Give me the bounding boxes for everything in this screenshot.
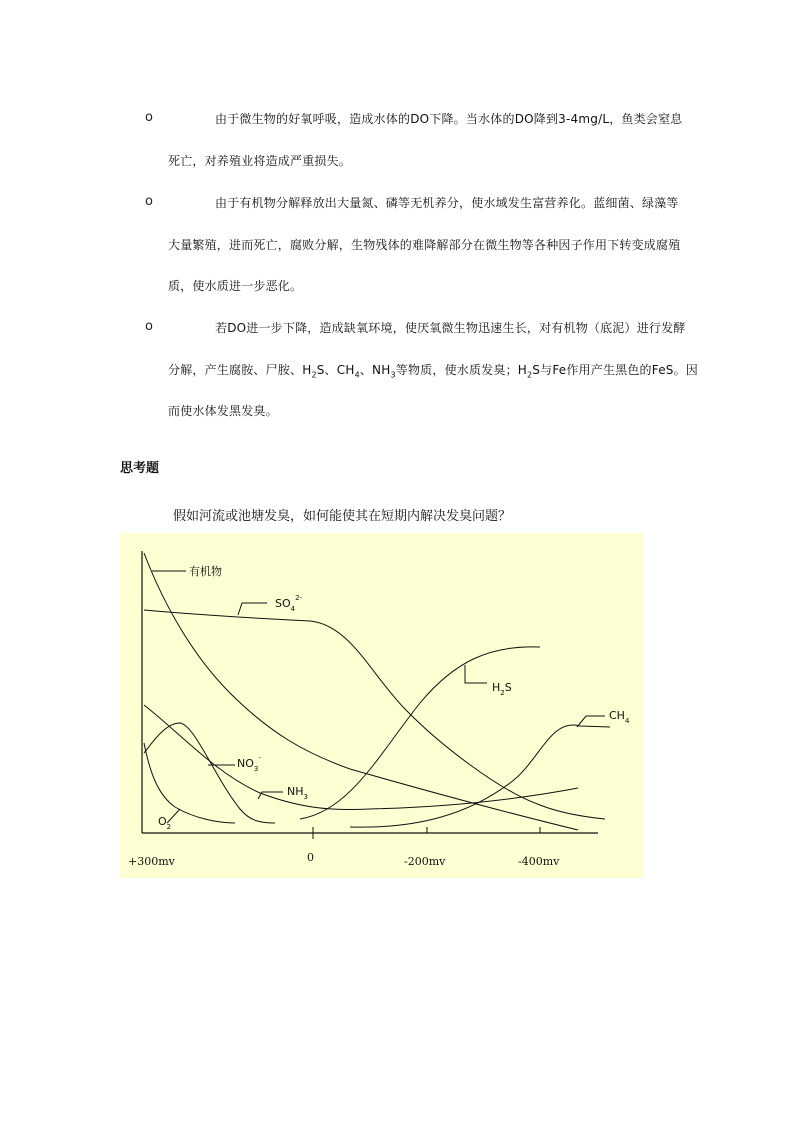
section-heading: 思考题	[120, 461, 160, 476]
label-line-nh3	[258, 792, 283, 799]
tick-label-300: +300mv	[128, 855, 175, 868]
bullet-3-line-1: 若DO进一步下降，造成缺氧环境，使厌氧微生物迅速生长，对有机物（底泥）进行发酵	[215, 321, 686, 335]
bullet-marker-3: o	[145, 319, 153, 334]
chart-svg	[120, 533, 643, 878]
label-line-o2	[167, 809, 180, 823]
label-line-so4	[238, 603, 267, 615]
label-nh3: $NH_3$	[287, 785, 308, 801]
series-nh3-curve	[144, 705, 578, 810]
bullet-marker-2: o	[145, 194, 153, 209]
label-organic: 有机物	[189, 565, 222, 578]
series-organic-curve	[144, 553, 578, 830]
series-h2s-curve	[300, 647, 540, 819]
label-line-ch4	[577, 716, 605, 727]
bullet-marker-1: o	[145, 110, 153, 125]
tick-label-0: 0	[307, 851, 314, 864]
tick-label-200: -200mv	[404, 855, 446, 868]
bullet-3-line-3: 而使水体发黑发臭。	[168, 404, 278, 418]
bullet-1-line-1: 由于微生物的好氧呼吸，造成水体的DO下降。当水体的DO降到3-4mg/L，鱼类会窒息	[215, 112, 683, 126]
redox-chart	[120, 533, 643, 878]
bullet-1-line-2: 死亡，对养殖业将造成严重损失。	[168, 154, 352, 168]
series-no3-curve	[144, 723, 275, 823]
bullet-2-line-1: 由于有机物分解释放出大量氮、磷等无机养分，使水域发生富营养化。蓝细菌、绿藻等	[215, 196, 679, 210]
bullet-2-line-2: 大量繁殖，进而死亡，腐败分解，生物残体的难降解部分在微生物等各种因子作用下转变成腐殖	[168, 238, 681, 252]
question-text: 假如河流或池塘发臭，如何能使其在短期内解决发臭问题？	[173, 509, 512, 524]
label-h2s: $H_2S$	[492, 681, 512, 697]
series-o2-curve	[144, 743, 235, 823]
bullet-3-line-2: 分解，产生腐胺、尸胺、$H_2S$、$CH_4$、$NH_3$等物质，使水质发臭；$H_2S$与Fe作用产生黑色的FeS。因	[168, 363, 698, 380]
bullet-2-line-3: 质，使水质进一步恶化。	[168, 279, 303, 293]
tick-label-400: -400mv	[518, 855, 560, 868]
series-ch4-curve	[350, 725, 610, 827]
label-so4: $SO_4^{2-}$	[275, 594, 303, 613]
label-o2: $O_2$	[158, 815, 172, 831]
label-line-h2s	[465, 665, 487, 683]
label-no3: $NO_3^-$	[237, 754, 261, 773]
series-so4-curve	[144, 610, 605, 819]
label-ch4: $CH_4$	[609, 709, 630, 725]
